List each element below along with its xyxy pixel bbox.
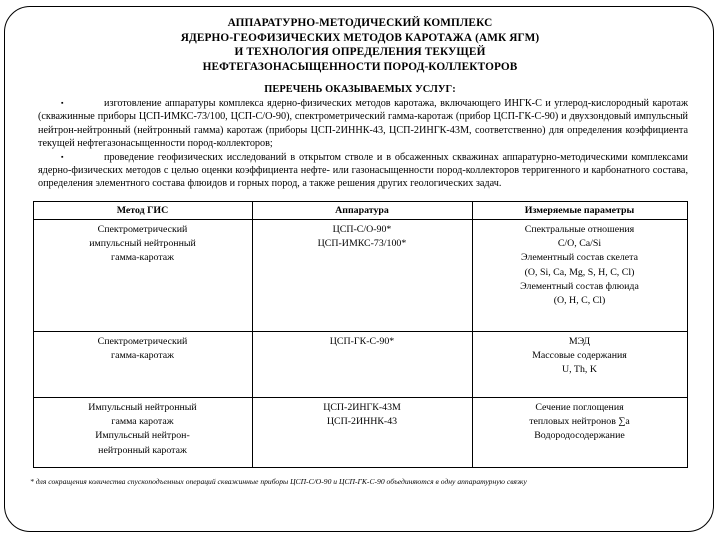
cell-text-line: нейтронный каротаж (98, 444, 187, 456)
cell-text-line: Спектрометрический (97, 336, 188, 348)
services-bullet-text-2: проведение геофизических исследований в открытом стволе и в обсаженных скважинах аппаратурно-методическими комплексами ядерно-физических методов с целью оценки коэффициента нефте- или газонасыщенности пород-коллекторов терригенного и карбонатного состава, определения элементного состава флюидов и горных пород, а также решения других геологических задач. (38, 151, 688, 189)
cell-text-line: тепловых нейтронов ∑a (529, 416, 630, 428)
cell-text-line: ЦСП-2ИННК-43 (326, 416, 398, 428)
table-cell-equipment (252, 398, 472, 468)
services-heading: ПЕРЕЧЕНЬ ОКАЗЫВАЕМЫХ УСЛУГ: (264, 84, 456, 96)
cell-text-line: ЦСП-С/О-90* (332, 224, 392, 236)
page-title-line-1: АППАРАТУРНО-МЕТОДИЧЕСКИЙ КОМПЛЕКС (227, 17, 493, 29)
cell-text-line: Массовые содержания (532, 350, 627, 362)
cell-text-line: ЦСП-2ИНГК-43М (323, 402, 401, 414)
table-header-parameters: Измеряемые параметры (472, 202, 687, 220)
table-cell-parameters (472, 398, 687, 468)
table-cell-method (33, 332, 252, 398)
cell-text-line: импульсный нейтронный (89, 238, 196, 250)
cell-text-line: Сечение поглощения (535, 402, 624, 414)
services-bullet-item-1 (38, 97, 688, 149)
table-cell-equipment (252, 220, 472, 332)
cell-text-line: ЦСП-ИМКС-73/100* (317, 238, 407, 250)
cell-text-line: Импульсный нейтронный (88, 402, 197, 414)
cell-text-line: (O, Si, Ca, Mg, S, H, C, Cl) (524, 266, 635, 278)
table-cell-method (33, 220, 252, 332)
cell-text-line: гамма-каротаж (111, 252, 174, 264)
bullet-square-icon: ▪ (61, 152, 64, 161)
services-bullet-text-1: изготовление аппаратуры комплекса ядерно-физических методов каротажа, включающего ИНГК-С и углерод-кислородный каротаж (скважинные приборы ЦСП-ИМКС-73/100, ЦСП-С/О-90), спектрометрический гамма-каротаж (прибор ЦСП-ГК-С-90) и двухзондовый импульсный нейтрон-нейтронный (нейтронный гамма) каротаж (приборы ЦСП-2ИННК-43, ЦСП-2ИНГК-43М, соответственно) для определения коэффициента текущей нефтегазонасыщенности пород-коллекторов; (38, 98, 688, 149)
table-footnote: * для сокращения количества спускоподъемных операций скважинные приборы ЦСП-С/О-90 и ЦСП-ГК-С-90 объединяются в одну аппаратурную связку (30, 477, 527, 487)
cell-text-line: Водородосодержание (534, 430, 625, 442)
table-row (33, 220, 687, 332)
cell-text-line: C/O, Ca/Si (557, 238, 602, 250)
cell-text-line: Спектрометрический (97, 224, 188, 236)
gis-methods-table (33, 201, 688, 468)
table-cell-equipment (252, 332, 472, 398)
table-header-row (33, 202, 687, 220)
cell-text-line: Спектральные отношения (524, 224, 635, 236)
page-title (18, 10, 702, 74)
cell-text-line: U, Th, K (562, 364, 597, 376)
cell-text-line: Элементный состав флюида (520, 280, 639, 292)
table-cell-parameters (472, 220, 687, 332)
services-bullet-item-2 (38, 151, 688, 190)
page-title-line-4: НЕФТЕГАЗОНАСЫЩЕННОСТИ ПОРОД-КОЛЛЕКТОРОВ (202, 60, 518, 73)
cell-text-line: Импульсный нейтрон- (95, 430, 190, 442)
table-row (33, 332, 687, 398)
bullet-square-icon: ▪ (61, 99, 64, 108)
services-section (18, 83, 702, 190)
table-cell-parameters (472, 332, 687, 398)
cell-text-line: ЦСП-ГК-С-90* (329, 336, 395, 348)
cell-text-line: (O, H, C, Cl) (553, 295, 606, 307)
table-row (33, 398, 687, 468)
cell-text-line: МЭД (568, 336, 591, 348)
page-title-line-2: ЯДЕРНО-ГЕОФИЗИЧЕСКИХ МЕТОДОВ КАРОТАЖА (АМК ЯГМ) (180, 31, 540, 44)
cell-text-line: гамма-каротаж (111, 350, 174, 362)
page-title-line-3: И ТЕХНОЛОГИЯ ОПРЕДЕЛЕНИЯ ТЕКУЩЕЙ (234, 46, 486, 59)
table-header-method: Метод ГИС (33, 202, 252, 220)
cell-text-line: Элементный состав скелета (521, 252, 638, 264)
table-header-equipment: Аппаратура (252, 202, 472, 220)
table-cell-method (33, 398, 252, 468)
cell-text-line: гамма каротаж (111, 416, 174, 428)
